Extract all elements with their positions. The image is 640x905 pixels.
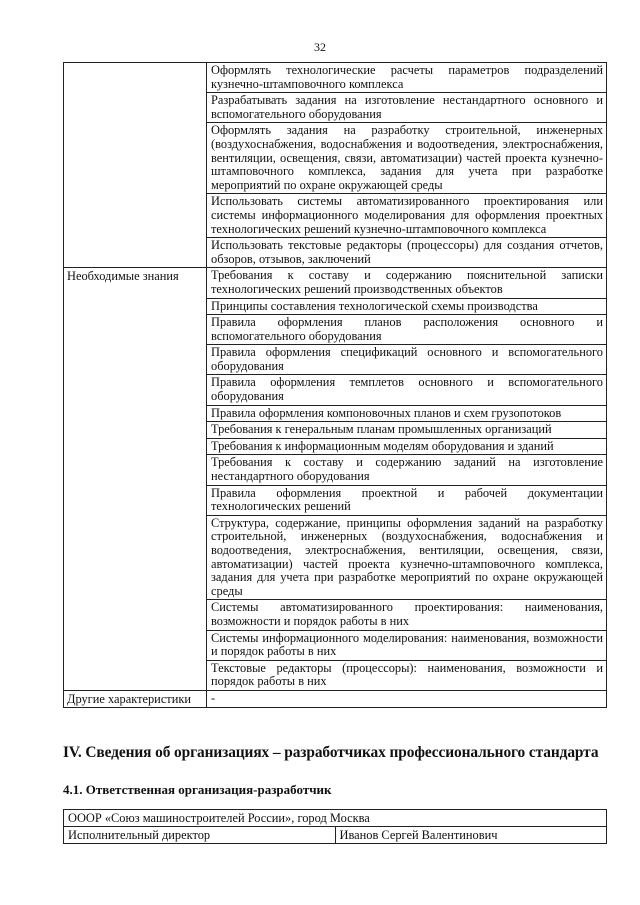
- knowledge-item: Системы информационного моделирования: наименования, возможности и порядок работы в них: [207, 630, 606, 660]
- org-name: ОООР «Союз машиностроителей России», город Москва: [64, 810, 607, 827]
- section-title: IV. Сведения об организациях – разработчиках профессионального стандарта: [63, 744, 599, 761]
- knowledge-item: Структура, содержание, принципы оформления заданий на разработку строительной, инженерных (воздухоснабжения, водоснабжения и водоотведения, электроснабжения, вентиляции, освещения, связи, автоматизации) частей проекта кузнечно-штамповочного комплекса, задания для учета при разработке мероприятий по охране окружающей среды: [207, 515, 606, 600]
- subsection-title: 4.1. Ответственная организация-разработчик: [63, 782, 332, 797]
- skill-item: Использовать системы автоматизированного проектирования или системы информационного моделирования для оформления проектных технологических решений кузнечно-штамповочного комплекса: [207, 193, 606, 237]
- skill-item: Оформлять технологические расчеты параметров подразделений кузнечно-штамповочного комплекса: [211, 63, 603, 91]
- knowledge-items-cell: [207, 268, 607, 691]
- organization-table: [63, 809, 607, 844]
- page-number: 32: [314, 40, 326, 54]
- knowledge-item: Принципы составления технологической схемы производства: [207, 298, 606, 315]
- knowledge-item: Требования к генеральным планам промышленных организаций: [207, 421, 606, 438]
- other-row: [64, 690, 607, 707]
- skills-items-cell: [207, 63, 607, 268]
- skill-item: Оформлять задания на разработку строительной, инженерных (воздухоснабжения, водоснабжения и водоотведения, электроснабжения, вентиляции, освещения, связи, автоматизации) частей проекта кузнечно-штамповочного комплекса, задания для учета при разработке мероприятий по охране окружающей среды: [207, 122, 606, 193]
- knowledge-item: Правила оформления планов расположения основного и вспомогательного оборудования: [207, 314, 606, 344]
- knowledge-item: Требования к составу и содержанию заданий на изготовление нестандартного оборудования: [207, 454, 606, 484]
- knowledge-item: Правила оформления проектной и рабочей документации технологических решений: [207, 485, 606, 515]
- skills-label-cell: [64, 63, 207, 268]
- knowledge-item: Правила оформления темплетов основного и вспомогательного оборудования: [207, 374, 606, 404]
- knowledge-item: Требования к информационным моделям оборудования и зданий: [207, 438, 606, 455]
- knowledge-item: Требования к составу и содержанию пояснительной записки технологических решений производственных объектов: [211, 268, 603, 296]
- org-person: Иванов Сергей Валентинович: [335, 827, 607, 844]
- org-position: Исполнительный директор: [64, 827, 336, 844]
- knowledge-item: Текстовые редакторы (процессоры): наименования, возможности и порядок работы в них: [207, 660, 606, 690]
- skill-item: Разрабатывать задания на изготовление нестандартного основного и вспомогательного оборудования: [207, 92, 606, 122]
- knowledge-label: Необходимые знания: [64, 268, 207, 691]
- knowledge-item: Системы автоматизированного проектирования: наименования, возможности и порядок работы в них: [207, 599, 606, 629]
- knowledge-item: Правила оформления компоновочных планов и схем грузопотоков: [207, 405, 606, 422]
- other-label: Другие характеристики: [64, 690, 207, 707]
- other-value: -: [207, 690, 607, 707]
- org-signer-row: [64, 827, 607, 844]
- labor-function-table: [63, 62, 607, 708]
- org-name-row: [64, 810, 607, 827]
- knowledge-item: Правила оформления спецификаций основного и вспомогательного оборудования: [207, 344, 606, 374]
- knowledge-row: [64, 268, 607, 691]
- skills-row: [64, 63, 607, 268]
- skill-item: Использовать текстовые редакторы (процессоры) для создания отчетов, обзоров, отзывов, заключений: [207, 237, 606, 267]
